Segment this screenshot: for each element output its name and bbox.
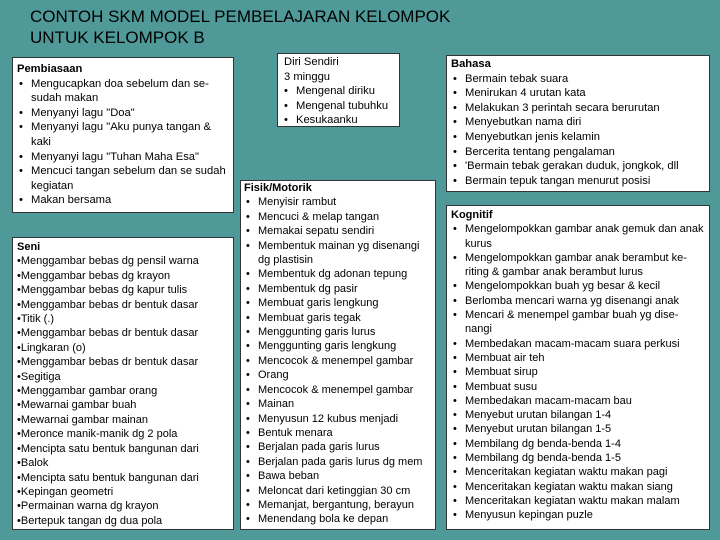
list-item: • Memanjat, bergantung, berayun bbox=[244, 498, 432, 512]
list-item: • Menyisir rambut bbox=[244, 195, 432, 209]
title-line-1: CONTOH SKM MODEL PEMBELAJARAN KELOMPOK bbox=[30, 7, 451, 26]
list-item: • Mengelompokkan gambar anak gemuk dan anak kurus bbox=[451, 222, 705, 251]
bahasa-box bbox=[446, 55, 710, 192]
list-item: • Mengelompokkan buah yg besar & kecil bbox=[451, 279, 705, 293]
list-item: • Mewarnai gambar mainan bbox=[17, 413, 229, 427]
fisik-motorik-list bbox=[244, 195, 432, 526]
list-item: • Mewarnai gambar buah bbox=[17, 398, 229, 412]
list-item: • Membentuk mainan yg disenangi dg plastisin bbox=[244, 239, 432, 268]
list-item: • Mengucapkan doa sebelum dan se-sudah makan bbox=[17, 77, 229, 106]
list-item: • Berjalan pada garis lurus dg mem bbox=[244, 455, 432, 469]
bahasa-list bbox=[451, 72, 705, 189]
list-item: • Mainan bbox=[244, 397, 432, 411]
list-item: • Menyebut urutan bilangan 1-5 bbox=[451, 422, 705, 436]
list-item: • Mengelompokkan gambar anak berambut ke-riting & gambar anak berambut lurus bbox=[451, 251, 705, 280]
list-item: • Menggambar gambar orang bbox=[17, 384, 229, 398]
list-item: • Menggambar bebas dr bentuk dasar bbox=[17, 298, 229, 312]
page-title bbox=[30, 6, 690, 48]
bahasa-header: Bahasa bbox=[451, 58, 491, 70]
kognitif-list bbox=[451, 222, 705, 522]
list-item: • Membilang dg benda-benda 1-4 bbox=[451, 437, 705, 451]
list-item: • Balok bbox=[17, 456, 229, 470]
list-item: • Berlomba mencari warna yg disenangi anak bbox=[451, 294, 705, 308]
list-item: • Mencipta satu bentuk bangunan dari bbox=[17, 442, 229, 456]
list-item: • Bentuk menara bbox=[244, 426, 432, 440]
list-item: • Mencuci & melap tangan bbox=[244, 210, 432, 224]
list-item: • Menceritakan kegiatan waktu makan malam bbox=[451, 494, 705, 508]
list-item: • Kesukaanku bbox=[282, 113, 395, 127]
list-item: • Meloncat dari ketinggian 30 cm bbox=[244, 484, 432, 498]
list-item: • Segitiga bbox=[17, 370, 229, 384]
diri-sendiri-header: Diri Sendiri bbox=[284, 56, 339, 68]
list-item: • Menyanyi lagu "Doa" bbox=[17, 106, 229, 121]
list-item: • Menggambar bebas dg krayon bbox=[17, 269, 229, 283]
list-item: • Melakukan 3 perintah secara berurutan bbox=[451, 101, 705, 116]
list-item: • Menggunting garis lurus bbox=[244, 325, 432, 339]
list-item: • Menggambar bebas dg pensil warna bbox=[17, 254, 229, 268]
list-item: • Menggunting garis lengkung bbox=[244, 339, 432, 353]
seni-header: Seni bbox=[17, 241, 41, 253]
list-item: • Membuat air teh bbox=[451, 351, 705, 365]
list-item: • Menyusun 12 kubus menjadi bbox=[244, 412, 432, 426]
kognitif-header: Kognitif bbox=[451, 209, 493, 221]
list-item: • 'Bermain tebak gerakan duduk, jongkok, dll bbox=[451, 159, 705, 174]
list-item: • Membuat garis lengkung bbox=[244, 296, 432, 310]
list-item: • Membilang dg benda-benda 1-5 bbox=[451, 451, 705, 465]
list-item: • Menyusun kepingan puzle bbox=[451, 508, 705, 522]
list-item: • Mencocok & menempel gambar bbox=[244, 383, 432, 397]
list-item: • Menirukan 4 urutan kata bbox=[451, 86, 705, 101]
list-item: • Mengenal diriku bbox=[282, 84, 395, 99]
list-item: • Bercerita tentang pengalaman bbox=[451, 145, 705, 160]
list-item: • Menceritakan kegiatan waktu makan siang bbox=[451, 480, 705, 494]
list-item: • Menyebut urutan bilangan 1-4 bbox=[451, 408, 705, 422]
list-item: • Meronce manik-manik dg 2 pola bbox=[17, 427, 229, 441]
title-line-2: UNTUK KELOMPOK B bbox=[30, 28, 205, 47]
list-item: • Membuat sirup bbox=[451, 365, 705, 379]
list-item: • Mengenal tubuhku bbox=[282, 99, 395, 114]
list-item: • Kepingan geometri bbox=[17, 485, 229, 499]
list-item: • Titik (.) bbox=[17, 312, 229, 326]
list-item: • Mencipta satu bentuk bangunan dari bbox=[17, 471, 229, 485]
list-item: • Memakai sepatu sendiri bbox=[244, 224, 432, 238]
diri-sendiri-list bbox=[282, 84, 395, 127]
pembiasaan-box bbox=[12, 57, 234, 213]
list-item: • Menggambar bebas dg kapur tulis bbox=[17, 283, 229, 297]
list-item: • Bermain tepuk tangan menurut posisi bbox=[451, 174, 705, 189]
pembiasaan-header: Pembiasaan bbox=[17, 63, 83, 75]
list-item: • Menggambar bebas dr bentuk dasar bbox=[17, 326, 229, 340]
seni-list bbox=[17, 254, 229, 528]
list-item: • Membuat garis tegak bbox=[244, 311, 432, 325]
list-item: • Orang bbox=[244, 368, 432, 382]
list-item: • Membedakan macam-macam bau bbox=[451, 394, 705, 408]
list-item: • Menyanyi lagu "Tuhan Maha Esa" bbox=[17, 150, 229, 165]
list-item: • Membedakan macam-macam suara perkusi bbox=[451, 337, 705, 351]
list-item: • Mencocok & menempel gambar bbox=[244, 354, 432, 368]
list-item: • Berjalan pada garis lurus bbox=[244, 440, 432, 454]
list-item: • Permainan warna dg krayon bbox=[17, 499, 229, 513]
list-item: • Membentuk dg adonan tepung bbox=[244, 267, 432, 281]
list-item: • Mencari & menempel gambar buah yg dise-nangi bbox=[451, 308, 705, 337]
list-item: • Menceritakan kegiatan waktu makan pagi bbox=[451, 465, 705, 479]
list-item: • Bermain tebak suara bbox=[451, 72, 705, 87]
list-item: • Menyebutkan jenis kelamin bbox=[451, 130, 705, 145]
list-item: • Membuat susu bbox=[451, 380, 705, 394]
list-item: • Lingkaran (o) bbox=[17, 341, 229, 355]
list-item: • Menyanyi lagu "Aku punya tangan & kaki bbox=[17, 120, 229, 149]
fisik-motorik-header: Fisik/Motorik bbox=[244, 182, 312, 194]
kognitif-box bbox=[446, 205, 710, 530]
diri-sendiri-box bbox=[277, 53, 400, 127]
list-item: • Bertepuk tangan dg dua pola bbox=[17, 514, 229, 528]
list-item: • Mencuci tangan sebelum dan se sudah kegiatan bbox=[17, 164, 229, 193]
list-item: • Menyebutkan nama diri bbox=[451, 115, 705, 130]
list-item: • Menggambar bebas dr bentuk dasar bbox=[17, 355, 229, 369]
list-item: • Bawa beban bbox=[244, 469, 432, 483]
duration-label: 3 minggu bbox=[284, 70, 331, 83]
pembiasaan-list bbox=[17, 77, 229, 208]
seni-box bbox=[12, 237, 234, 530]
fisik-motorik-box bbox=[240, 180, 436, 530]
list-item: • Membentuk dg pasir bbox=[244, 282, 432, 296]
list-item: • Menendang bola ke depan bbox=[244, 512, 432, 526]
list-item: • Makan bersama bbox=[17, 193, 229, 208]
